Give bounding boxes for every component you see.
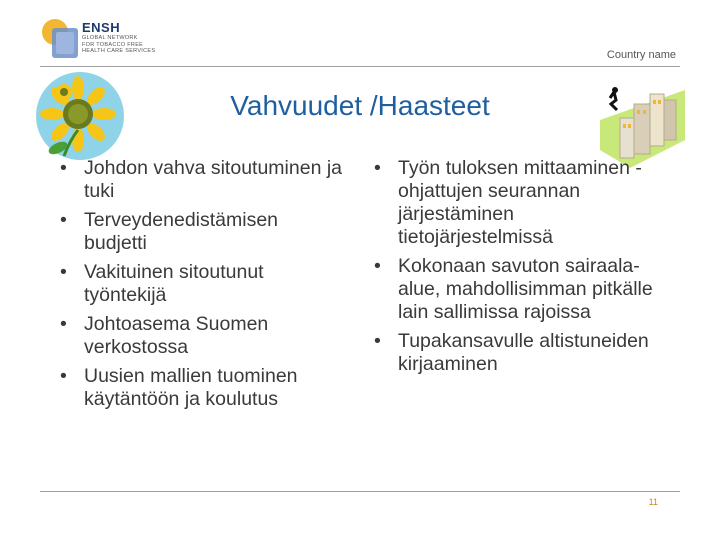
logo-line-1: GLOBAL NETWORK	[82, 35, 138, 41]
list-item: • Työn tuloksen mittaaminen - ohjattujen seurannan järjestäminen tietojärjestelmissä	[370, 157, 670, 249]
ensh-logo-mark-icon	[40, 14, 80, 62]
footer-divider	[40, 491, 680, 492]
page-number: 11	[648, 497, 658, 507]
slide-title: Vahvuudet /Haasteet	[230, 90, 490, 121]
country-name-label: Country name	[606, 49, 676, 61]
ensh-logo	[40, 14, 200, 64]
list-item: • Johdon vahva sitoutuminen ja tuki	[56, 157, 346, 203]
logo-line-2: FOR TOBACCO FREE	[82, 41, 144, 48]
list-item: • Uusien mallien tuominen käytäntöön ja koulutus	[56, 365, 346, 411]
list-item: • Tupakansavulle altistuneiden kirjaaminen	[370, 330, 670, 376]
list-item: • Johtoasema Suomen verkostossa	[56, 313, 346, 359]
strengths-list	[56, 157, 346, 417]
challenges-list	[370, 157, 670, 382]
list-item: • Vakituinen sitoutunut työntekijä	[56, 261, 346, 307]
logo-text	[82, 20, 155, 55]
logo-title: ENSH	[82, 20, 121, 35]
logo-line-3: HEALTH CARE SERVICES	[82, 48, 156, 54]
list-item: • Kokonaan savuton sairaala-alue, mahdollisimman pitkälle lain sallimissa rajoissa	[370, 255, 670, 324]
list-item: • Terveydenedistämisen budjetti	[56, 209, 346, 255]
header-divider	[40, 66, 680, 67]
